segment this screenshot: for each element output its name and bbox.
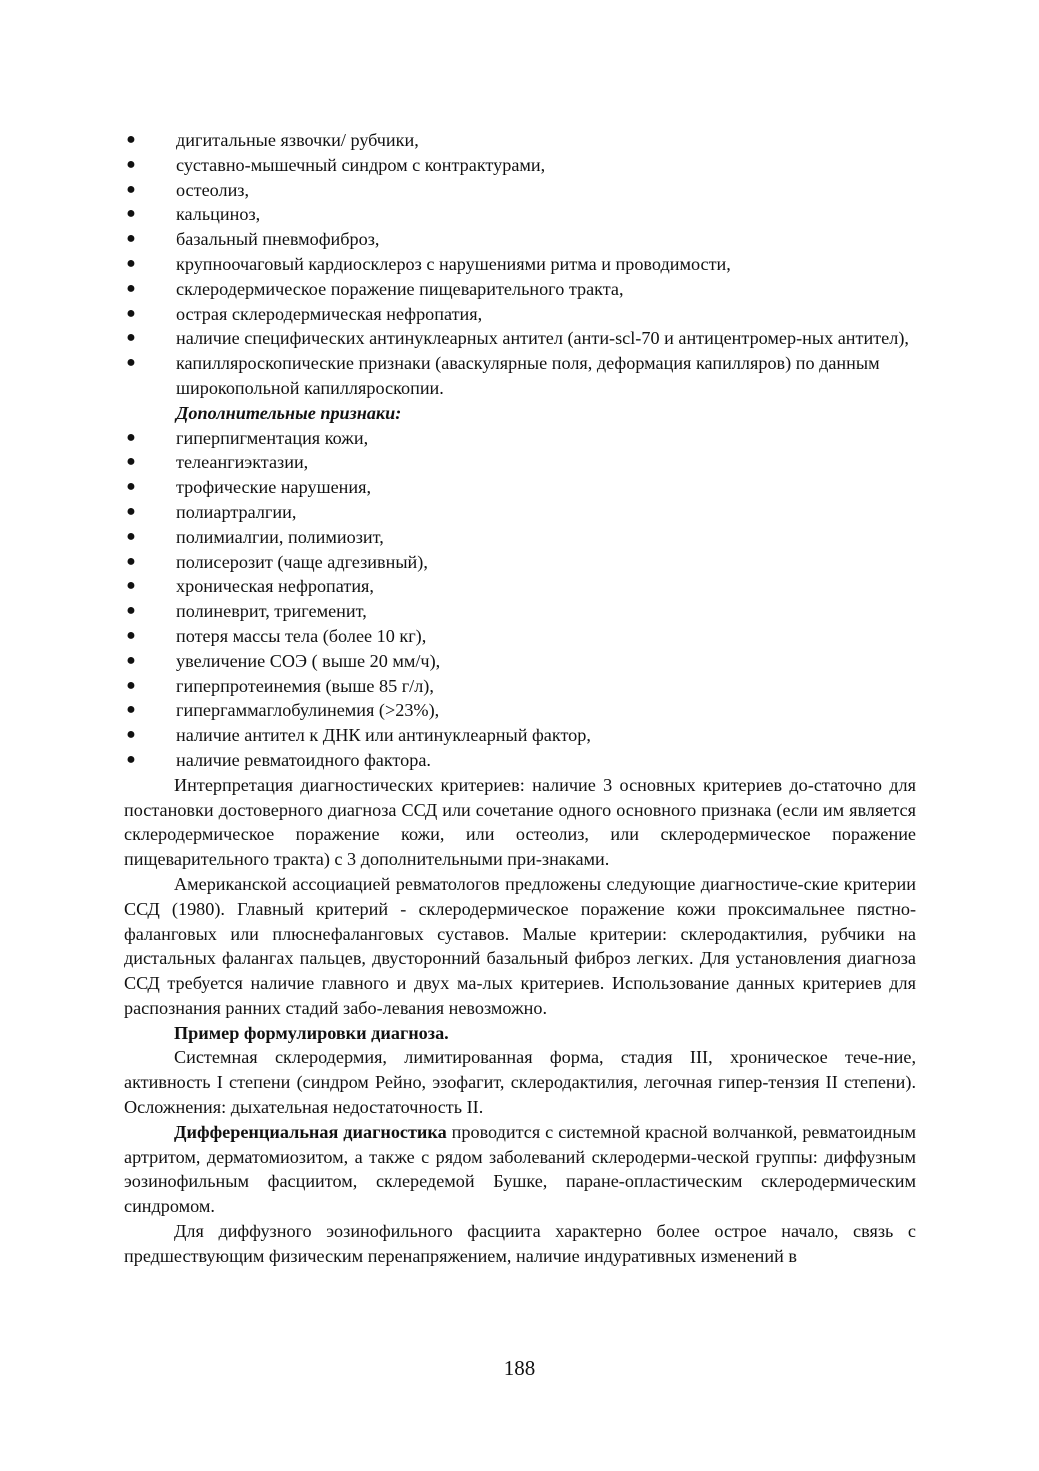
list-item-text: наличие специфических антинуклеарных антител (анти-scl-70 и антицентромер-ных антител), xyxy=(176,328,909,349)
bullet-icon: ● xyxy=(126,155,136,173)
list-item xyxy=(124,748,916,773)
list-item xyxy=(124,351,916,401)
list-item-text: телеангиэктазии, xyxy=(176,452,309,473)
bullet-icon: ● xyxy=(126,577,136,595)
page-content xyxy=(124,128,916,1269)
additional-signs-heading: Дополнительные признаки: xyxy=(176,402,402,423)
list-item xyxy=(124,153,916,178)
list-item xyxy=(124,475,916,500)
list-item-text: хроническая нефропатия, xyxy=(176,576,374,597)
list-item-text: потеря массы тела (более 10 кг), xyxy=(176,625,427,646)
list-item xyxy=(124,128,916,153)
list-item xyxy=(124,698,916,723)
list-item-text: полиневрит, тригеменит, xyxy=(176,601,367,622)
list-item xyxy=(124,277,916,302)
bullet-icon: ● xyxy=(126,527,136,545)
bullet-icon: ● xyxy=(126,205,136,223)
list-item xyxy=(124,550,916,575)
list-item-text: увеличение СОЭ ( выше 20 мм/ч), xyxy=(176,650,441,671)
list-item xyxy=(124,624,916,649)
list-item xyxy=(124,326,916,351)
bullet-icon: ● xyxy=(126,502,136,520)
example-paragraph: Системная склеродермия, лимитированная форма, стадия III, хроническое тече-ние, активность I степени (синдром Рейно, эзофагит, склеродактилия, легочная гипер-тензия II степени). Осложнения: дыхательная недостаточность II. xyxy=(124,1047,916,1118)
list-item xyxy=(124,426,916,451)
interpretation-paragraph: Интерпретация диагностических критериев: наличие 3 основных критериев до-статочно для постановки достоверного диагноза ССД или сочетание одного основного признака (если им является склеродермическое поражение кожи, или остеолиз, или склеродермическое поражение пищеварительного тракта) с 3 дополнительными при-знаками. xyxy=(124,774,916,870)
list-item-text: дигитальные язвочки/ рубчики, xyxy=(176,130,419,150)
bullet-icon: ● xyxy=(126,726,136,744)
list-item-text: суставно-мышечный синдром с контрактурами, xyxy=(176,154,546,175)
list-item xyxy=(124,599,916,624)
list-item xyxy=(124,649,916,674)
bullet-icon: ● xyxy=(126,230,136,248)
bullet-icon: ● xyxy=(126,701,136,719)
differential-text: проводится с системной красной волчанкой, ревматоидным артритом, дерматомиозитом, а также с рядом заболеваний склеродерми-ческой группы: диффузным эозинофильным фасциитом, склередемой Бушке, паране-опластическим склеродермическим синдромом. xyxy=(124,1121,916,1217)
list-item-text: крупноочаговый кардиосклероз с нарушениями ритма и проводимости, xyxy=(176,253,731,274)
differential-term: Дифференциальная диагностика xyxy=(174,1121,447,1142)
list-item xyxy=(124,202,916,227)
bullet-icon: ● xyxy=(126,750,136,768)
bullet-icon: ● xyxy=(126,180,136,198)
list-item-text: наличие ревматоидного фактора. xyxy=(176,749,431,770)
bullet-icon: ● xyxy=(126,453,136,471)
list-item-text: гипергаммаглобулинемия (>23%), xyxy=(176,700,440,721)
list-item-text: склеродермическое поражение пищеварительного тракта, xyxy=(176,278,624,299)
list-item-text: гиперпигментация кожи, xyxy=(176,427,369,448)
bullet-icon: ● xyxy=(126,552,136,570)
american-criteria-paragraph: Американской ассоциацией ревматологов предложены следующие диагностиче-ские критерии ССД (1980). Главный критерий - склеродермическое поражение кожи проксимальнее пястно-фаланговых или плюснефаланговых суставов. Малые критерии: склеродактилия, рубчики на дистальных фалангах пальцев, двусторонний базальный фиброз легких. Для установления диагноза ССД требуется наличие главного и двух ма-лых критериев. Использование данных критериев для распознания ранних стадий забо-левания невозможно. xyxy=(124,873,916,1018)
bullet-icon: ● xyxy=(126,329,136,347)
list-item xyxy=(124,723,916,748)
list-item xyxy=(124,302,916,327)
list-item xyxy=(124,674,916,699)
list-item xyxy=(124,525,916,550)
list-item-text: острая склеродермическая нефропатия, xyxy=(176,303,483,324)
differential-paragraph xyxy=(124,1120,916,1219)
bullet-icon: ● xyxy=(126,304,136,322)
list-item xyxy=(124,252,916,277)
list-item xyxy=(124,227,916,252)
list-item-text: остеолиз, xyxy=(176,179,250,200)
list-item xyxy=(124,500,916,525)
bullet-icon: ● xyxy=(126,651,136,669)
list-item-text: полиартралгии, xyxy=(176,501,297,522)
page-number: 188 xyxy=(503,1356,536,1380)
bullet-icon: ● xyxy=(126,428,136,446)
bullet-icon: ● xyxy=(126,254,136,272)
bullet-icon: ● xyxy=(126,279,136,297)
bullet-icon: ● xyxy=(126,478,136,496)
list-item-text: полимиалгии, полимиозит, xyxy=(176,526,384,547)
list-item xyxy=(124,178,916,203)
main-criteria-list xyxy=(124,128,916,401)
list-item-text: полисерозит (чаще адгезивный), xyxy=(176,551,428,572)
list-item-text: капилляроскопические признаки (аваскулярные поля, деформация капилляров) по данным широкопольной капилляроскопии. xyxy=(176,353,880,398)
example-heading: Пример формулировки диагноза. xyxy=(174,1022,449,1043)
list-item-text: трофические нарушения, xyxy=(176,477,372,498)
bullet-icon: ● xyxy=(126,626,136,644)
list-item-text: кальциноз, xyxy=(176,204,261,225)
list-item xyxy=(124,450,916,475)
bullet-icon: ● xyxy=(126,354,136,372)
list-item-text: базальный пневмофиброз, xyxy=(176,229,380,250)
list-item xyxy=(124,574,916,599)
bullet-icon: ● xyxy=(126,131,136,148)
bullet-icon: ● xyxy=(126,602,136,620)
list-item-text: наличие антител к ДНК или антинуклеарный фактор, xyxy=(176,725,591,746)
list-item-text: гиперпротеинемия (выше 85 г/л), xyxy=(176,675,434,696)
bullet-icon: ● xyxy=(126,676,136,694)
fasciitis-paragraph: Для диффузного эозинофильного фасциита характерно более острое начало, связь с предшествующим физическим перенапряжением, наличие индуративных изменений в xyxy=(124,1221,916,1266)
additional-signs-list xyxy=(124,426,916,773)
